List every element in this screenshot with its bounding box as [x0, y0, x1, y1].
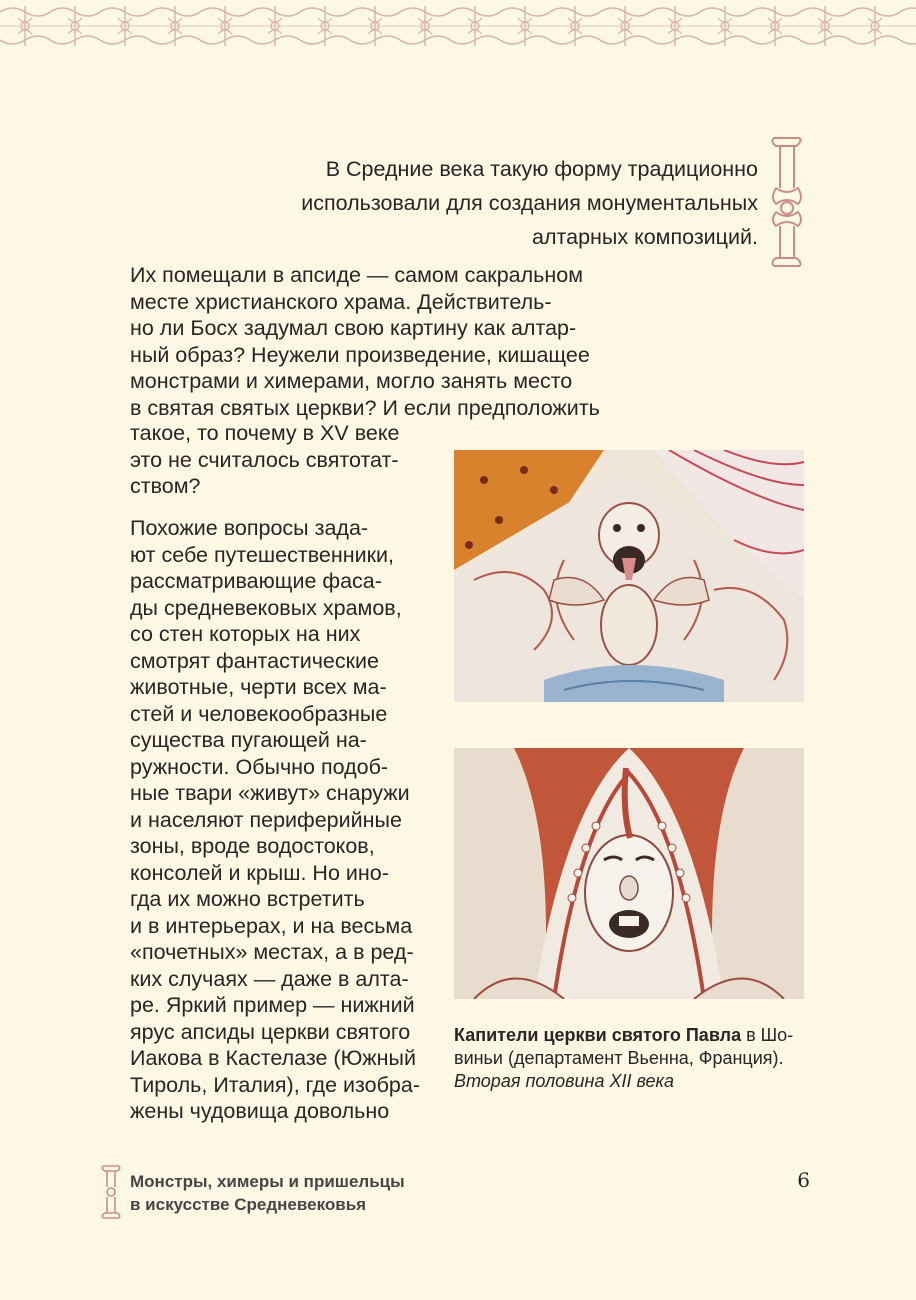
capital-photo-mask	[454, 748, 804, 999]
text-line: это не считалось святотат-	[130, 447, 399, 472]
capital-photo-demon	[454, 450, 804, 702]
text-line: и населяют периферийные	[130, 807, 402, 832]
footer-title-line: в искусстве Средневековья	[130, 1195, 367, 1214]
quote-bracket-ornament	[766, 132, 808, 272]
text-line: зоны, вроде водостоков,	[130, 834, 375, 858]
text-line: ды средневековых храмов,	[130, 595, 402, 620]
pull-quote-line: В Средние века такую форму традиционно	[325, 157, 758, 181]
body-paragraph-1-continued	[130, 420, 432, 500]
caption-title: Капители церкви святого Павла	[454, 1025, 742, 1045]
pull-quote-line: алтарных композиций.	[532, 225, 758, 249]
footer-bracket-ornament	[100, 1163, 122, 1221]
text-line: консолей и крыш. Но ино-	[130, 860, 389, 885]
text-line: Похожие вопросы зада-	[130, 516, 369, 540]
text-line: ярус апсиды церкви святого	[130, 1019, 411, 1044]
footer-title-line: Монстры, химеры и пришельцы	[130, 1172, 405, 1191]
pull-quote-line: использовали для создания монументальных	[301, 191, 758, 215]
text-line: месте христианского храма. Действитель-	[130, 289, 552, 314]
text-line: ют себе путешественники,	[130, 542, 394, 567]
photo-caption	[454, 1024, 806, 1093]
caption-date: Вторая половина XII века	[454, 1071, 674, 1091]
text-line: рассматривающие фаса-	[130, 569, 382, 593]
text-line: но ли Босх задумал свою картину как алтар-	[130, 316, 577, 340]
caption-text: в Шо-виньи (департамент Вьенна, Франция).	[454, 1025, 794, 1068]
body-paragraph-2	[130, 515, 432, 1125]
text-line: жены чудовища довольно	[130, 1099, 390, 1123]
text-line: ре. Яркий пример — нижний	[130, 993, 415, 1017]
page-number: 6	[797, 1168, 810, 1192]
text-line: и в интерьерах, и на весьма	[130, 913, 413, 938]
text-line: ких случаях — даже в алта-	[130, 966, 409, 991]
text-line: ством?	[130, 474, 201, 498]
text-line: «почетных» местах, а в ред-	[130, 940, 414, 964]
text-line: животные, черти всех ма-	[130, 675, 387, 699]
body-paragraph-1	[130, 262, 635, 421]
text-line: Тироль, Италия), где изобра-	[130, 1072, 420, 1097]
text-line: такое, то почему в XV веке	[130, 421, 400, 445]
text-line: в святая святых церкви? И если предположить	[130, 395, 600, 420]
text-line: ные твари «живут» снаружи	[130, 781, 410, 805]
text-line: Иакова в Кастелазе (Южный	[130, 1046, 417, 1070]
text-line: со стен которых на них	[130, 622, 361, 646]
running-footer-title	[130, 1170, 450, 1216]
text-line: монстрами и химерами, могло занять место	[130, 369, 573, 393]
text-line: смотрят фантастические	[130, 648, 380, 673]
ornament-band	[0, 0, 916, 52]
pull-quote	[238, 152, 758, 254]
text-line: существа пугающей на-	[130, 728, 367, 752]
text-line: Их помещали в апсиде — самом сакральном	[130, 263, 583, 287]
text-line: ружности. Обычно подоб-	[130, 754, 389, 779]
text-line: стей и человекообразные	[130, 701, 388, 726]
text-line: ный образ? Неужели произведение, кишащее	[130, 342, 590, 367]
text-line: гда их можно встретить	[130, 887, 365, 911]
